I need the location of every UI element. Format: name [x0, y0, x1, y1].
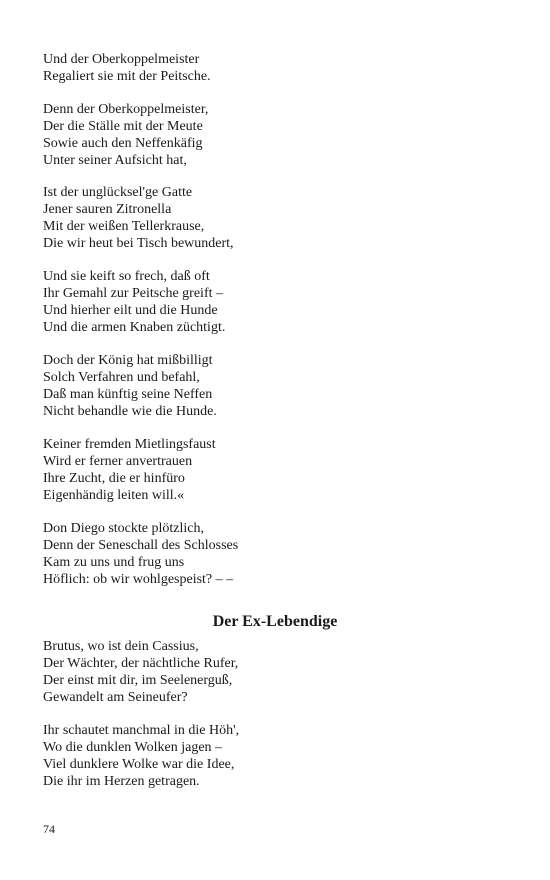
verse-line: Und sie keift so frech, daß oft: [43, 269, 210, 284]
verse-line: Wo die dunklen Wolken jagen –: [43, 740, 223, 755]
verse-line: Jener sauren Zitronella: [43, 202, 172, 217]
verse-line: Brutus, wo ist dein Cassius,: [43, 639, 199, 654]
verse-line: Die wir heut bei Tisch bewundert,: [43, 236, 234, 251]
verse-line: Ihr Gemahl zur Peitsche greift –: [43, 286, 223, 301]
verse-line: Denn der Oberkoppelmeister,: [43, 102, 209, 117]
poem2-stanza-1: [43, 638, 523, 706]
verse-line: Ihre Zucht, die er hinfüro: [43, 471, 185, 486]
verse-line: Ist der unglücksel'ge Gatte: [43, 185, 193, 200]
stanza-7: [43, 520, 523, 588]
verse-line: Der einst mit dir, im Seelenerguß,: [43, 673, 233, 688]
verse-line: Sowie auch den Neffenkäfig: [43, 136, 203, 151]
stanza-1: [43, 51, 523, 85]
verse-line: Regaliert sie mit der Peitsche.: [43, 69, 211, 84]
verse-line: Don Diego stockte plötzlich,: [43, 521, 204, 536]
page-number: 74: [43, 822, 55, 836]
verse-line: Mit der weißen Tellerkrause,: [43, 219, 205, 234]
verse-line: Viel dunklere Wolke war die Idee,: [43, 757, 235, 772]
verse-line: Denn der Seneschall des Schlosses: [43, 538, 239, 553]
stanza-4: [43, 268, 523, 336]
verse-line: Die ihr im Herzen getragen.: [43, 774, 200, 789]
verse-line: Und der Oberkoppelmeister: [43, 52, 200, 67]
verse-line: Und hierher eilt und die Hunde: [43, 303, 218, 318]
verse-line: Unter seiner Aufsicht hat,: [43, 153, 187, 168]
verse-line: Nicht behandle wie die Hunde.: [43, 404, 217, 419]
verse-line: Daß man künftig seine Neffen: [43, 387, 213, 402]
verse-line: Keiner fremden Mietlingsfaust: [43, 437, 216, 452]
poem2-stanza-2: [43, 722, 523, 790]
verse-line: Und die armen Knaben züchtigt.: [43, 320, 226, 335]
poem-title: Der Ex-Lebendige: [212, 613, 338, 630]
verse-line: Kam zu uns und frug uns: [43, 555, 185, 570]
verse-line: Doch der König hat mißbilligt: [43, 353, 213, 368]
stanza-5: [43, 352, 523, 420]
verse-line: Ihr schautet manchmal in die Höh',: [43, 723, 240, 738]
verse-line: Wird er ferner anvertrauen: [43, 454, 193, 469]
stanza-6: [43, 436, 523, 504]
verse-line: Höflich: ob wir wohlgespeist? – –: [43, 572, 234, 587]
verse-line: Der Wächter, der nächtliche Rufer,: [43, 656, 239, 671]
verse-line: Eigenhändig leiten will.«: [43, 488, 185, 503]
stanza-2: [43, 101, 523, 169]
verse-line: Gewandelt am Seineufer?: [43, 690, 188, 705]
verse-line: Solch Verfahren und befahl,: [43, 370, 200, 385]
verse-line: Der die Ställe mit der Meute: [43, 119, 203, 134]
stanza-3: [43, 184, 523, 252]
